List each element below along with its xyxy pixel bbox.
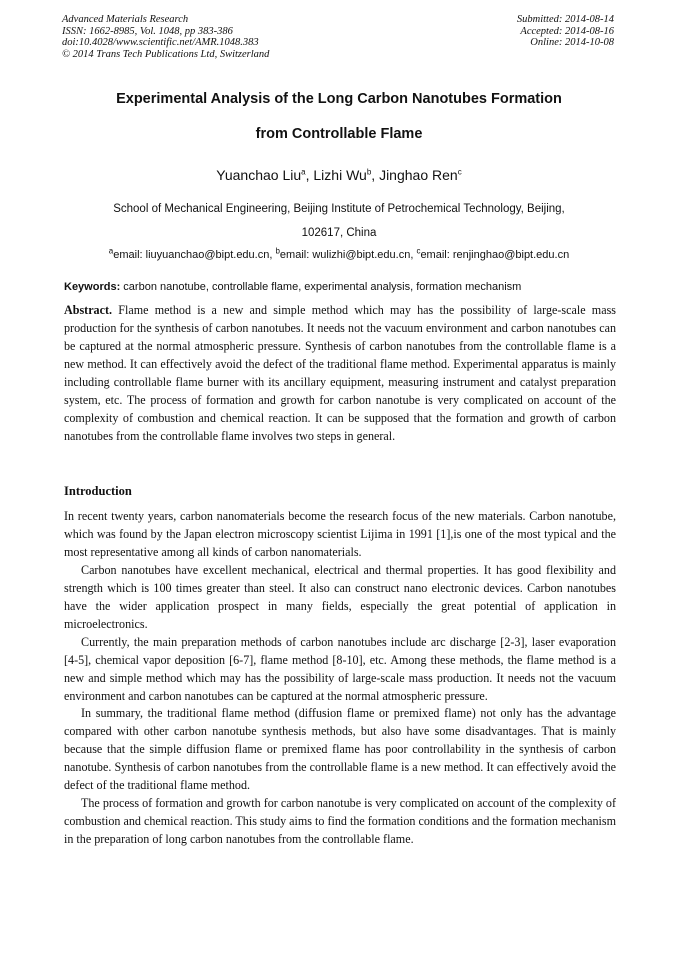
journal-doi: doi:10.4028/www.scientific.net/AMR.1048.383 <box>62 37 259 48</box>
author-superscript: a <box>301 167 306 177</box>
author-superscript: b <box>366 167 372 177</box>
journal-issn: ISSN: 1662-8985, Vol. 1048, pp 383-386 <box>62 25 233 37</box>
email-superscript: a <box>108 246 114 256</box>
paper-title-line-2: from Controllable Flame <box>255 126 423 142</box>
abstract-label: Abstract. <box>64 303 113 317</box>
paragraph: In recent twenty years, carbon nanomaterials become the research focus of the new materials. Carbon nanotube, which was found by the Japan electron microscopy scientist Lijima in 1991 [1],is one of the most typical and the most representative among all kinds of carbon nanomaterials. <box>64 509 616 559</box>
online-date: Online: 2014-10-08 <box>530 37 614 48</box>
author-superscript: c <box>457 167 462 177</box>
abstract <box>64 302 616 446</box>
author-separator: , <box>371 167 380 183</box>
email-superscript: c <box>416 246 421 256</box>
paragraph: Carbon nanotubes have excellent mechanical, electrical and thermal properties. It has good flexibility and strength which is 100 times greater than steel. It also can construct nano electronic devices. Carbon nanotubes have the wider application prospect in many fields, especially the great potential of application in microelectronics. <box>64 562 616 631</box>
introduction-body <box>64 508 616 849</box>
author-name: Jinghao Ren <box>379 167 458 183</box>
section-heading-introduction: Introduction <box>64 484 132 498</box>
keywords <box>64 281 616 293</box>
abstract-text: Flame method is a new and simple method which may has the possibility of large-scale mass production for the synthesis of carbon nanotubes. It needs not the vacuum environment and carbon nanotubes can be captured at the normal atmospheric pressure. Synthesis of carbon nanotubes from the controllable flame is a new method. It can effectively avoid the defect of the traditional flame method. Experimental apparatus is mainly including controllable flame burner with its ancillary equipment, measuring instrument and catalyst preparation system, etc. The process of formation and growth for carbon nanotube is very complicated on account of the complexity of combustion and chemical reaction. It can be supposed that the formation and growth of carbon nanotubes from the controllable flame involves two steps in general. <box>64 303 616 443</box>
author-name: Yuanchao Liu <box>216 167 302 183</box>
affiliation-line-2: 102617, China <box>301 227 377 239</box>
submitted-date: Submitted: 2014-08-14 <box>516 14 614 25</box>
author-list <box>0 167 678 183</box>
paper-title-line-1: Experimental Analysis of the Long Carbon Nanotubes Formation <box>116 91 562 107</box>
accepted-date: Accepted: 2014-08-16 <box>520 25 614 37</box>
journal-header-right <box>517 14 614 49</box>
keywords-text: carbon nanotube, controllable flame, experimental analysis, formation mechanism <box>120 281 522 293</box>
paragraph: In summary, the traditional flame method (diffusion flame or premixed flame) not only has the advantage compared with other carbon nanotube synthesis methods, but also have some disadvantages. That is mainly because that the simple diffusion flame or premixed flame has poor controllability in the synthesis of carbon nanotube. Synthesis of carbon nanotubes from the controllable flame is a new method. It can effectively avoid the defect of the traditional flame method. <box>64 706 616 793</box>
email-superscript: b <box>275 246 280 256</box>
journal-name: Advanced Materials Research <box>62 14 189 25</box>
keywords-label: Keywords: <box>64 281 121 293</box>
journal-copyright: © 2014 Trans Tech Publications Ltd, Switzerland <box>62 48 270 60</box>
email-entry: email: wulizhi@bipt.edu.cn, <box>279 249 417 261</box>
author-name: Lizhi Wu <box>313 167 367 183</box>
paragraph: The process of formation and growth for carbon nanotube is very complicated on account of the complexity of combustion and chemical reaction. This study aims to find the formation conditions and the formation mechanism in the preparation of long carbon nanotubes from the controllable flame. <box>64 796 616 847</box>
email-entry: email: liuyuanchao@bipt.edu.cn, <box>113 249 276 261</box>
journal-header-left <box>62 14 269 60</box>
email-entry: email: renjinghao@bipt.edu.cn <box>420 249 570 261</box>
email-list <box>0 246 678 261</box>
paragraph: Currently, the main preparation methods of carbon nanotubes include arc discharge [2-3], laser evaporation [4-5], chemical vapor deposition [6-7], flame method [8-10], etc. Among these methods, the flame method is a new and simple method which may has the possibility of large-scale mass production. It needs not the vacuum environment and carbon nanotubes can be captured at the normal atmospheric pressure. <box>64 634 616 703</box>
affiliation-line-1: School of Mechanical Engineering, Beijing Institute of Petrochemical Technology, Beijing, <box>113 203 565 215</box>
author-separator: , <box>305 167 314 183</box>
